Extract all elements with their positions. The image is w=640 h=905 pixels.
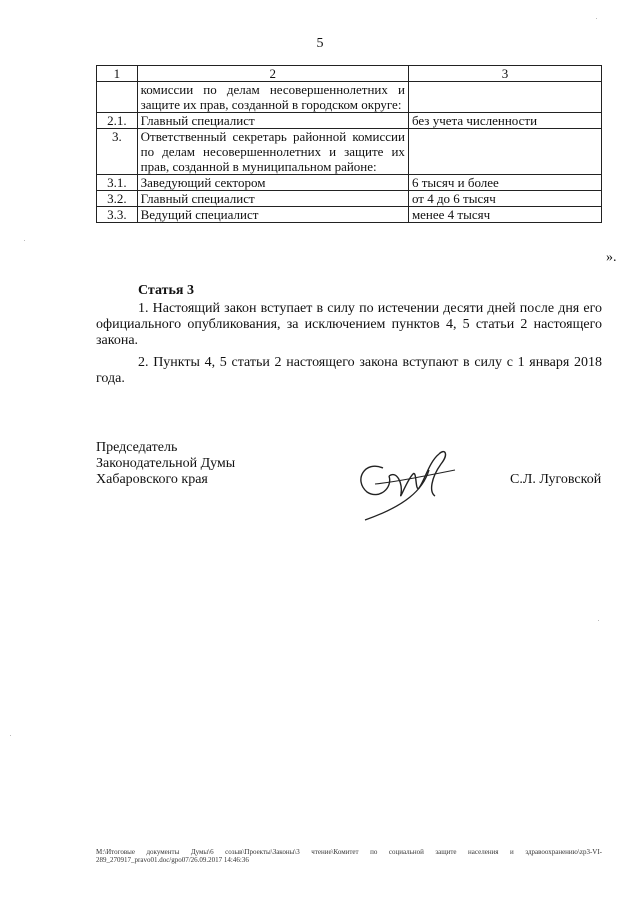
table-header-cell: 3 <box>408 66 601 82</box>
table-row <box>97 129 602 175</box>
row-value: 6 тысяч и более <box>408 175 601 191</box>
article-paragraph: 1. Настоящий закон вступает в силу по истечении десяти дней после дня его официального опубликования, за исключением пунктов 4, 5 статьи 2 настоящего закона. <box>96 301 602 348</box>
row-value <box>408 82 601 113</box>
signatory-title-line: Законодательной Думы <box>96 456 236 471</box>
table-header-row <box>97 66 602 82</box>
row-title: Главный специалист <box>137 113 408 129</box>
signatory-title-line: Председатель <box>96 440 178 455</box>
row-number: 2.1. <box>97 113 138 129</box>
article-section <box>96 283 602 393</box>
table-row <box>97 207 602 223</box>
table-header-cell: 1 <box>97 66 138 82</box>
row-title: комиссии по делам несовершеннолетних и защите их прав, созданной в городском округе: <box>137 82 408 113</box>
handwritten-signature <box>345 440 475 525</box>
scan-speck <box>596 18 597 19</box>
row-value <box>408 129 601 175</box>
table-row <box>97 113 602 129</box>
footer-file-path: М:\Итоговые документы Думы\6 созыв\Проекты\Законы\3 чтение\Комитет по социальной защите населения и здравоохранению\zp3-VI-289_270917_pravo01.doc/gpo07/26.09.2017 14:46:36 <box>96 848 602 864</box>
table-row <box>97 82 602 113</box>
row-title: Ведущий специалист <box>137 207 408 223</box>
scan-speck <box>10 735 11 736</box>
article-paragraph: 2. Пункты 4, 5 статьи 2 настоящего закона вступают в силу с 1 января 2018 года. <box>96 355 602 386</box>
row-number <box>97 82 138 113</box>
positions-table <box>96 65 602 223</box>
scan-speck <box>24 240 25 241</box>
row-value: менее 4 тысяч <box>408 207 601 223</box>
row-number: 3.1. <box>97 175 138 191</box>
closing-quote: ». <box>606 250 617 265</box>
scan-speck <box>598 620 599 621</box>
table-header-cell: 2 <box>137 66 408 82</box>
table-row <box>97 175 602 191</box>
row-number: 3.3. <box>97 207 138 223</box>
row-title: Ответственный секретарь районной комиссии по делам несовершеннолетних и защите их прав, созданной в муниципальном районе: <box>137 129 408 175</box>
page-number: 5 <box>316 36 324 51</box>
article-title: Статья 3 <box>138 283 194 298</box>
signatory-title <box>96 440 235 488</box>
row-value: от 4 до 6 тысяч <box>408 191 601 207</box>
row-number: 3. <box>97 129 138 175</box>
signatory-title-line: Хабаровского края <box>96 472 208 487</box>
row-title: Главный специалист <box>137 191 408 207</box>
signer-name: С.Л. Луговской <box>510 472 602 487</box>
row-title: Заведующий сектором <box>137 175 408 191</box>
row-value: без учета численности <box>408 113 601 129</box>
table-row <box>97 191 602 207</box>
row-number: 3.2. <box>97 191 138 207</box>
